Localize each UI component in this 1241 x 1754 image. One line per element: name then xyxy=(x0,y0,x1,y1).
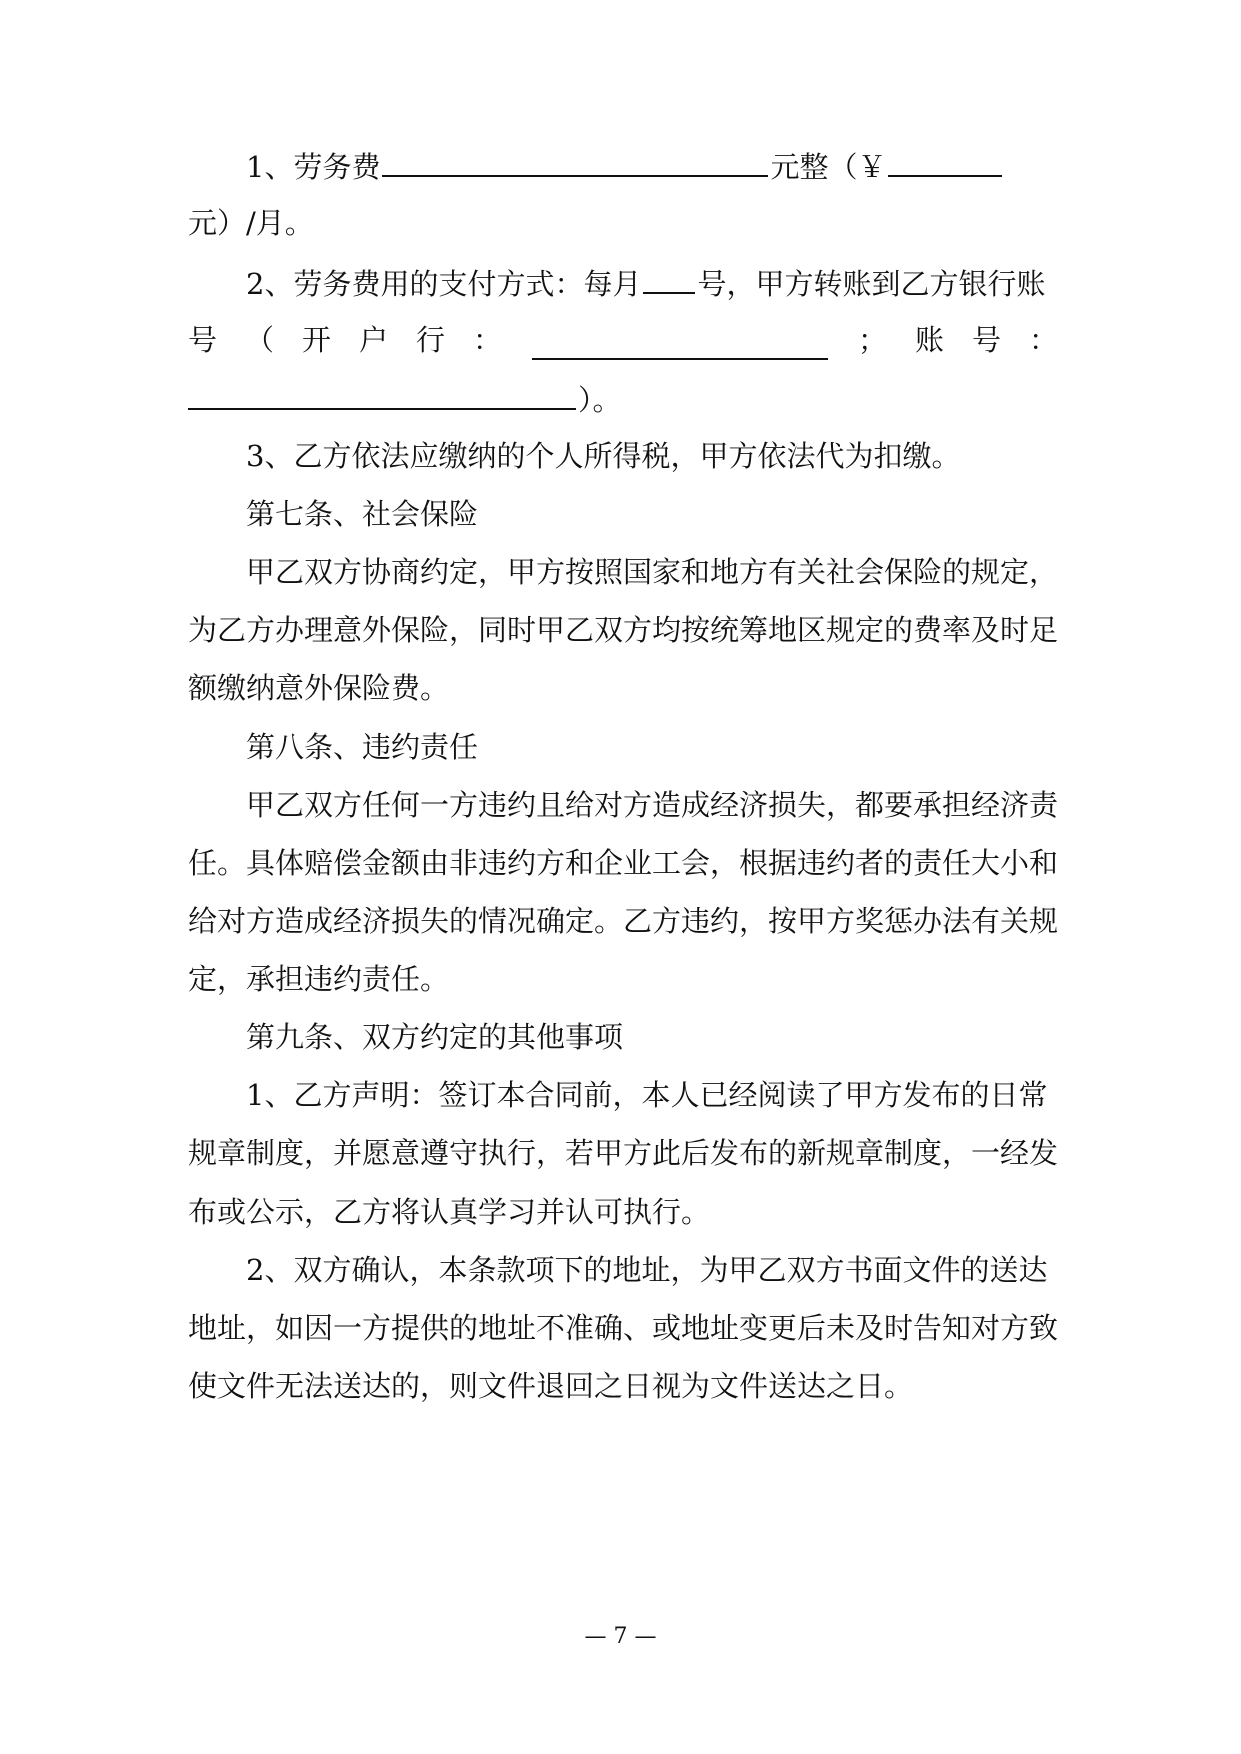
bank-name-blank xyxy=(532,328,828,360)
article-9-title: 第九条、双方约定的其他事项 xyxy=(246,1020,624,1054)
article-9-item-1-line: 布或公示，乙方将认真学习并认可执行。 xyxy=(188,1195,711,1229)
article-8-line: 任。具体赔偿金额由非违约方和企业工会，根据违约者的责任大小和 xyxy=(188,846,1059,880)
fee-item-2 xyxy=(246,262,1058,304)
article-8-title: 第八条、违约责任 xyxy=(246,730,479,764)
article-9-item-2-line: 使文件无法送达的，则文件退回之日视为文件送达之日。 xyxy=(188,1369,914,1403)
page-number: — 7 — xyxy=(584,1624,657,1649)
fee-item-3: 3、乙方依法应缴纳的个人所得税，甲方依法代为扣缴。 xyxy=(246,439,961,473)
account-label-char: 号 xyxy=(971,323,1001,357)
article-9-item-1-line: 规章制度，并愿意遵守执行，若甲方此后发布的新规章制度，一经发 xyxy=(188,1136,1059,1170)
bank-separator: ； xyxy=(857,323,887,357)
fee-item-2-prefix: 2、劳务费用的支付方式：每月 xyxy=(246,267,642,301)
bank-label-char: （ xyxy=(245,323,275,357)
article-7-title: 第七条、社会保险 xyxy=(246,497,479,531)
article-8-line: 甲乙双方任何一方违约且给对方造成经济损失，都要承担经济责 xyxy=(246,788,1059,822)
fee-item-2-mid: 号，甲方转账到乙方银行账 xyxy=(697,267,1046,301)
fee-amount-blank xyxy=(382,145,768,177)
bank-label-char: ： xyxy=(473,323,503,357)
account-label-char: 账 xyxy=(914,323,944,357)
fee-item-1 xyxy=(246,145,1058,187)
bank-label-char: 行 xyxy=(416,323,446,357)
article-9-item-2-line: 2、双方确认，本条款项下的地址，为甲乙双方书面文件的送达 xyxy=(246,1253,1048,1287)
article-9-item-1-line: 1、乙方声明：签订本合同前，本人已经阅读了甲方发布的日常 xyxy=(246,1078,1048,1112)
article-9-item-2-line: 地址，如因一方提供的地址不准确、或地址变更后未及时告知对方致 xyxy=(188,1311,1059,1345)
article-8-line: 定，承担违约责任。 xyxy=(188,962,450,996)
account-label-char: ： xyxy=(1028,323,1058,357)
fee-item-2-end: ）。 xyxy=(578,383,622,417)
fee-item-2-bank-line xyxy=(188,320,1058,360)
article-7-line: 额缴纳意外保险费。 xyxy=(188,671,450,705)
bank-label-char: 户 xyxy=(359,323,389,357)
article-8-line: 给对方造成经济损失的情况确定。乙方违约，按甲方奖惩办法有关规 xyxy=(188,904,1059,938)
account-number-blank xyxy=(188,378,576,410)
fee-item-2-account-line xyxy=(188,378,1058,420)
article-7-line: 甲乙双方协商约定，甲方按照国家和地方有关社会保险的规定， xyxy=(246,555,1059,589)
fee-yuan-blank xyxy=(888,145,1002,177)
fee-item-1-mid: 元整（￥ xyxy=(770,150,887,184)
bank-label-char: 开 xyxy=(302,323,332,357)
pay-day-blank xyxy=(643,262,695,294)
article-7-line: 为乙方办理意外保险，同时甲乙双方均按统筹地区规定的费率及时足 xyxy=(188,613,1059,647)
fee-item-1-cont: 元）/月。 xyxy=(188,206,314,240)
fee-item-1-prefix: 1、劳务费 xyxy=(246,150,381,184)
bank-label-char: 号 xyxy=(188,323,218,357)
